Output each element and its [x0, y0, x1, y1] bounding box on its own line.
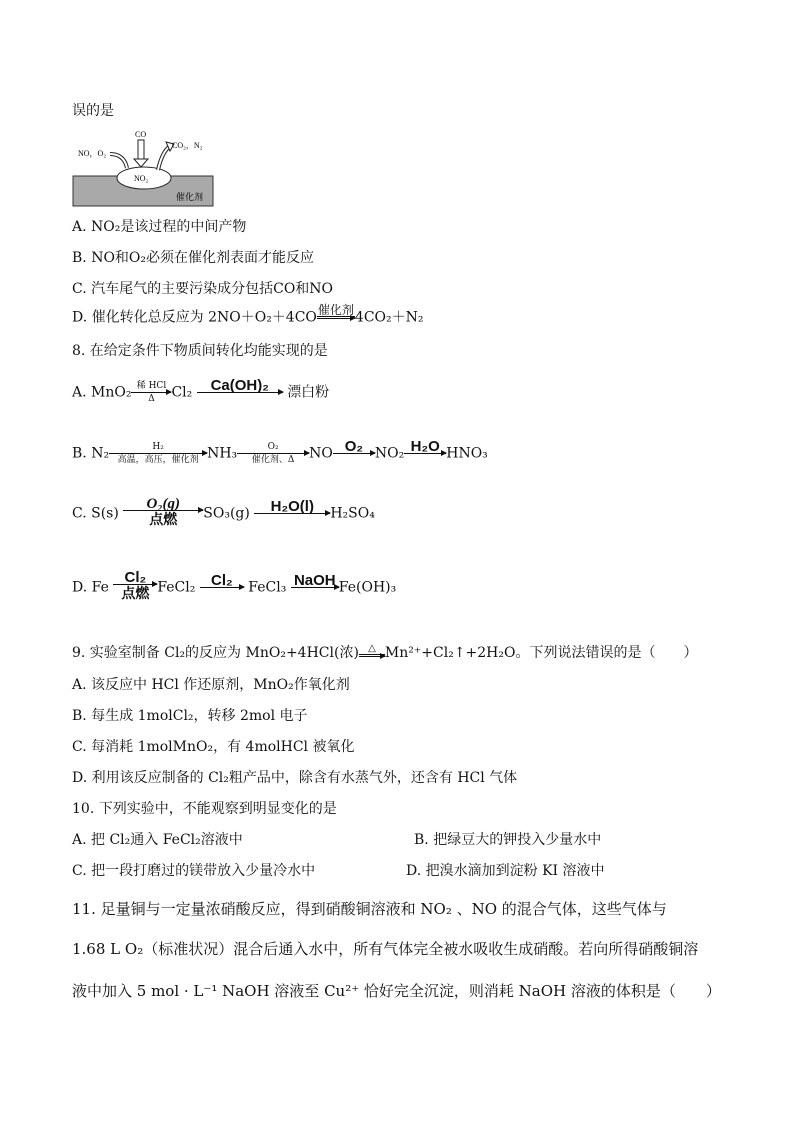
catalyst-diagram [72, 126, 216, 208]
q8-d-label: D. [72, 579, 88, 596]
q9-option-a: A. 该反应中 HCl 作还原剂，MnO₂作氧化剂 [72, 677, 350, 693]
q7-d-pre: D. 催化转化总反应为 2NO＋O₂＋4CO [72, 309, 317, 326]
q8-d-s4: Fe(OH)₃ [338, 579, 397, 596]
q10-option-d: D. 把溴水滴加到淀粉 KI 溶液中 [406, 863, 605, 879]
q8-stem: 8. 在给定条件下物质间转化均能实现的是 [72, 343, 328, 359]
q7-stem-tail: 误的是 [72, 103, 114, 119]
q8-d-r3-top: NaOH [293, 572, 336, 589]
q8-b-s2: NH₃ [207, 445, 238, 462]
q8-b-s5: HNO₃ [446, 445, 488, 462]
q8-a-s2: Cl₂ [171, 384, 193, 401]
q7-option-a: A. NO₂是该过程的中间产物 [72, 219, 247, 235]
q8-a-s3: 漂白粉 [287, 384, 330, 401]
q8-b-s1: N₂ [91, 445, 110, 462]
q8-d-r1-bot: 点燃 [121, 586, 150, 602]
q8-a-label: A. [72, 384, 87, 401]
q8-a-s1: MnO₂ [91, 384, 132, 401]
q8-b-r1-bot: 高温，高压，催化剂 [117, 455, 199, 465]
q9-stem [72, 644, 697, 662]
q8-c-s3: H₂SO₄ [330, 505, 375, 522]
q8-a-r1-top: 稀 HCl [136, 381, 167, 391]
q8-b-label: B. [72, 445, 87, 462]
q9-option-c: C. 每消耗 1molMnO₂，有 4molHCl 被氧化 [72, 739, 355, 755]
q7-option-d [72, 304, 423, 331]
q10-option-b: B. 把绿豆大的钾投入少量水中 [414, 832, 602, 848]
q11-line1: 11. 足量铜与一定量浓硝酸反应，得到硝酸铜溶液和 NO₂ 、NO 的混合气体，这些气体与 [72, 900, 667, 918]
q8-option-b [72, 438, 488, 466]
q7-option-c: C. 汽车尾气的主要污染成分包括CO和NO [72, 281, 334, 297]
q9-stem-pre: 9. 实验室制备 Cl₂的反应为 MnO₂+4HCl(浓) [72, 645, 359, 661]
q7-d-post: 4CO₂＋N₂ [354, 309, 424, 326]
q8-c-s1: S(s) [91, 505, 119, 522]
q10-option-a: A. 把 Cl₂通入 FeCl₂溶液中 [72, 832, 243, 848]
q8-a-r2-top: Ca(OH)₂ [210, 377, 269, 394]
q10-option-c: C. 把一段打磨过的镁带放入少量冷水中 [72, 863, 316, 879]
q9-option-d: D. 利用该反应制备的 Cl₂粗产品中，除含有水蒸气外，还含有 HCl 气体 [72, 770, 518, 786]
q8-option-c [72, 498, 375, 529]
q10-stem: 10. 下列实验中，不能观察到明显变化的是 [72, 801, 337, 817]
fig-out-label: CO₂，N₂ [172, 141, 203, 150]
q9-stem-cond: △ [368, 643, 376, 654]
q8-d-s3: FeCl₃ [248, 579, 287, 596]
q7-option-b: B. NO和O₂必须在催化剂表面才能反应 [72, 250, 315, 266]
q8-c-r1-bot: 点燃 [149, 512, 178, 528]
q8-b-r3-top: O₂ [344, 438, 364, 455]
q8-b-r1-top: H₂ [152, 442, 164, 452]
fig-oval-label: NO₂ [134, 174, 149, 183]
q8-c-r2-top: H₂O(l) [270, 498, 314, 515]
fig-catalyst-label: 催化剂 [176, 193, 204, 203]
q8-option-a [72, 377, 330, 405]
q8-b-s3: NO [309, 445, 333, 462]
q11-line3: 液中加入 5 mol · L⁻¹ NaOH 溶液至 Cu²⁺ 恰好完全沉淀，则消耗 NaOH 溶液的体积是（ ） [72, 982, 721, 1000]
q9-option-b: B. 每生成 1molCl₂，转移 2mol 电子 [72, 708, 308, 724]
q8-b-r2-bot: 催化剂、Δ [251, 455, 295, 465]
q8-b-s4: NO₂ [374, 445, 405, 462]
fig-in-label: NO，O₂ [78, 149, 107, 158]
q8-d-r2-top: Cl₂ [210, 572, 233, 589]
q10-row1 [72, 831, 243, 849]
q9-stem-post: Mn²⁺+Cl₂↑+2H₂O。下列说法错误的是（ ） [384, 645, 698, 661]
q8-option-d [72, 569, 397, 603]
q8-c-r1-top: O₂(g) [146, 496, 181, 512]
q8-b-r2-top: O₂ [267, 442, 279, 452]
q8-d-s2: FeCl₂ [157, 579, 196, 596]
q8-c-label: C. [72, 505, 87, 522]
q7-d-cond: 催化剂 [317, 303, 354, 317]
q8-b-r4-top: H₂O [410, 438, 440, 455]
q8-d-r1-top: Cl₂ [124, 569, 147, 586]
q8-d-s1: Fe [91, 579, 109, 596]
q8-c-s2: SO₃(g) [203, 505, 250, 522]
q8-a-r1-bot: Δ [148, 394, 155, 404]
q11-line2: 1.68 L O₂（标准状况）混合后通入水中，所有气体完全被水吸收生成硝酸。若向所得硝酸铜溶 [72, 940, 699, 958]
fig-co-label: CO [135, 130, 147, 139]
